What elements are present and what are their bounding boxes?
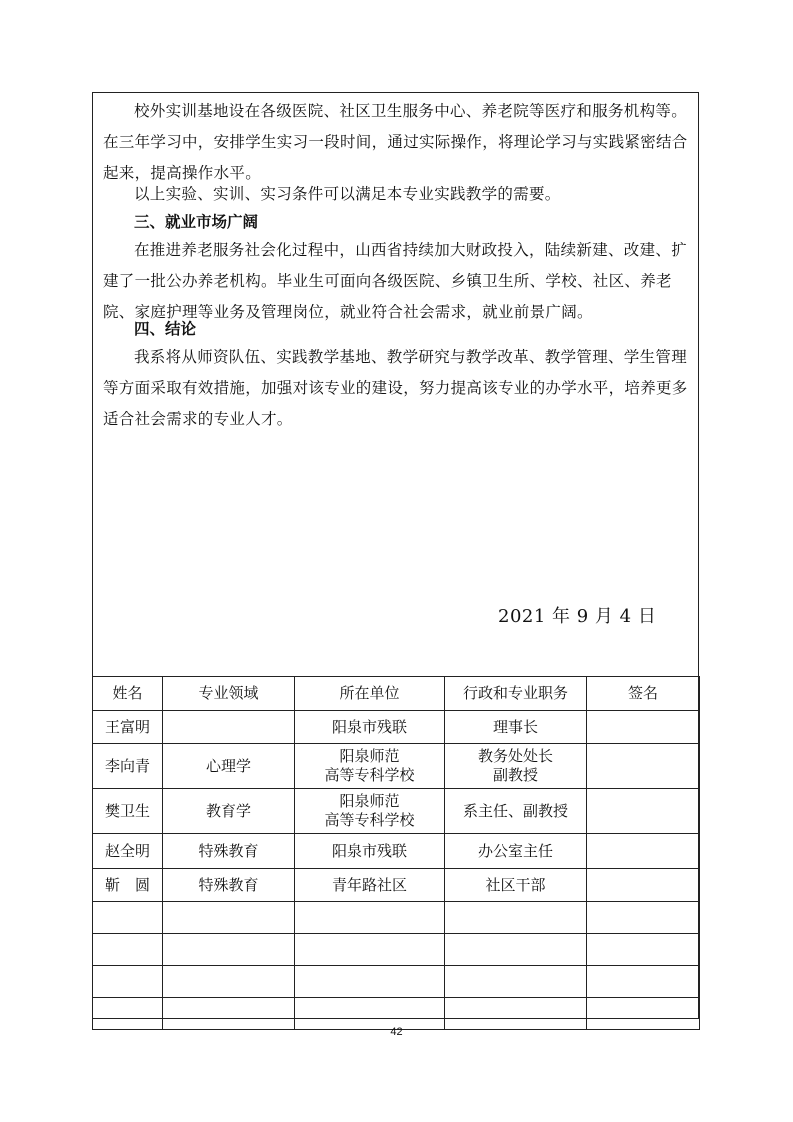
empty-cell <box>93 934 163 966</box>
cell-name: 靳 圆 <box>93 869 163 902</box>
header-name: 姓名 <box>93 677 163 711</box>
cell-signature <box>587 834 700 869</box>
cell-field: 教育学 <box>163 789 295 834</box>
position-line: 社区干部 <box>485 875 546 894</box>
empty-cell <box>93 998 163 1030</box>
unit-line: 阳泉师范 <box>339 747 400 765</box>
empty-cell <box>587 966 700 998</box>
page-number: 42 <box>390 1026 403 1038</box>
table-row-empty <box>93 966 700 998</box>
cell-unit <box>295 869 445 902</box>
unit-line: 阳泉市残联 <box>331 717 407 736</box>
paragraph-practice-conditions: 以上实验、实训、实习条件可以满足本专业实践教学的需要。 <box>134 185 561 203</box>
empty-cell <box>93 902 163 934</box>
position-line: 系主任、副教授 <box>462 801 568 820</box>
unit-line: 高等专科学校 <box>324 766 415 784</box>
paragraph-employment: 在推进养老服务社会化过程中，山西省持续加大财政投入，陆续新建、改建、扩建了一批公办养老机构。毕业生可面向各级医院、乡镇卫生所、学校、社区、养老院、家庭护理等业务及管理岗位，就业符合社会需求，就业前景广阔。 <box>103 241 688 321</box>
empty-cell <box>587 998 700 1030</box>
paragraph-training-base: 校外实训基地设在各级医院、社区卫生服务中心、养老院等医疗和服务机构等。在三年学习中，安排学生实习一段时间，通过实际操作，将理论学习与实践紧密结合起来，提高操作水平。 <box>103 102 688 182</box>
table-row <box>93 744 700 789</box>
table-header-row <box>93 677 700 711</box>
empty-cell <box>445 934 587 966</box>
cell-field: 特殊教育 <box>163 834 295 869</box>
table-row <box>93 869 700 902</box>
signature-date: 2021 年 9 月 4 日 <box>498 606 657 627</box>
cell-name: 赵全明 <box>93 834 163 869</box>
cell-unit <box>295 711 445 744</box>
cell-unit <box>295 744 445 789</box>
evaluation-form-frame <box>92 92 699 1019</box>
empty-cell <box>295 998 445 1030</box>
unit-line: 青年路社区 <box>331 875 407 894</box>
table-row-empty <box>93 902 700 934</box>
cell-signature <box>587 711 700 744</box>
empty-cell <box>587 902 700 934</box>
empty-cell <box>163 966 295 998</box>
header-position: 行政和专业职务 <box>445 677 587 711</box>
table-row-empty <box>93 998 700 1030</box>
position-line: 办公室主任 <box>477 841 553 860</box>
cell-signature <box>587 744 700 789</box>
cell-name: 樊卫生 <box>93 789 163 834</box>
unit-line: 高等专科学校 <box>324 811 415 829</box>
cell-unit <box>295 789 445 834</box>
cell-position <box>445 869 587 902</box>
cell-name: 李向青 <box>93 744 163 789</box>
empty-cell <box>445 998 587 1030</box>
position-line: 理事长 <box>492 717 538 736</box>
empty-cell <box>295 934 445 966</box>
cell-position <box>445 711 587 744</box>
header-unit: 所在单位 <box>295 677 445 711</box>
unit-line: 阳泉市残联 <box>331 841 407 860</box>
heading-conclusion: 四、结论 <box>134 320 197 338</box>
cell-field: 心理学 <box>163 744 295 789</box>
empty-cell <box>587 934 700 966</box>
empty-cell <box>163 902 295 934</box>
cell-unit <box>295 834 445 869</box>
cell-position <box>445 744 587 789</box>
empty-cell <box>445 966 587 998</box>
header-field: 专业领域 <box>163 677 295 711</box>
empty-cell <box>295 966 445 998</box>
table-row <box>93 834 700 869</box>
empty-cell <box>163 934 295 966</box>
table-row-empty <box>93 934 700 966</box>
cell-signature <box>587 869 700 902</box>
cell-field <box>163 711 295 744</box>
unit-line: 阳泉师范 <box>339 792 400 810</box>
cell-name: 王富明 <box>93 711 163 744</box>
heading-employment-market: 三、就业市场广阔 <box>134 213 259 231</box>
cell-field: 特殊教育 <box>163 869 295 902</box>
empty-cell <box>93 966 163 998</box>
table-row <box>93 711 700 744</box>
position-line: 副教授 <box>492 766 538 784</box>
paragraph-conclusion: 我系将从师资队伍、实践教学基地、教学研究与教学改革、教学管理、学生管理等方面采取有效措施，加强对该专业的建设，努力提高该专业的办学水平，培养更多适合社会需求的专业人才。 <box>103 348 688 428</box>
cell-position <box>445 834 587 869</box>
table-row <box>93 789 700 834</box>
empty-cell <box>163 998 295 1030</box>
header-signature: 签名 <box>587 677 700 711</box>
empty-cell <box>445 902 587 934</box>
position-line: 教务处处长 <box>477 747 553 765</box>
cell-signature <box>587 789 700 834</box>
expert-members-table <box>92 676 700 1030</box>
text-area <box>93 93 698 676</box>
empty-cell <box>295 902 445 934</box>
cell-position <box>445 789 587 834</box>
